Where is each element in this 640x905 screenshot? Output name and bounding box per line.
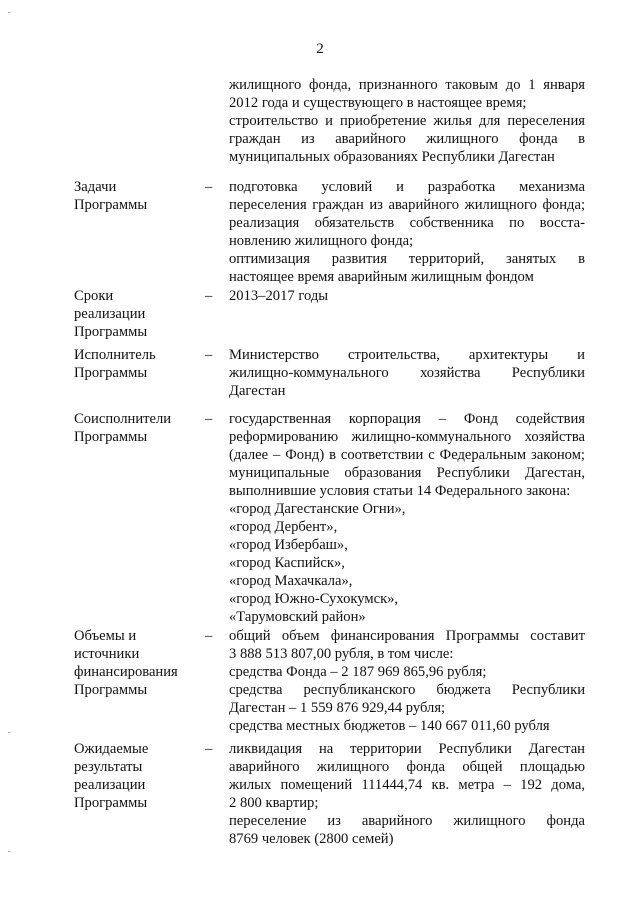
scan-speck [8, 732, 11, 733]
row-label: Соисполнители Программы [74, 411, 172, 445]
row-label: Задачи Программы [74, 179, 148, 213]
text-line: «Тарумовский район» [229, 609, 366, 625]
row-label: Исполнитель Программы [74, 347, 156, 381]
row-label: Ожидаемые результаты реализации Программы [74, 741, 149, 811]
text-line: 2 800 квартир; [229, 795, 319, 811]
row-description [229, 178, 585, 286]
scan-speck [8, 851, 11, 852]
text-line: «город Махачкала», [229, 573, 353, 589]
text-line: реализация обязательств собственника по восста- [229, 215, 585, 231]
text-line: настоящее время аварийным жилищным фондом [229, 269, 534, 285]
row-dash: – [205, 741, 213, 757]
text-line: переселение из аварийного жилищного фонда [229, 813, 585, 829]
text-line: 3 888 513 807,00 рубля, в том числе: [229, 646, 454, 662]
text-line: ликвидация на территории Республики Дагестан [229, 741, 585, 757]
text-line: граждан из аварийного жилищного фонда в [229, 131, 585, 147]
text-line: общий объем финансирования Программы составит [229, 628, 585, 644]
row-label: Сроки реализации Программы [74, 288, 148, 340]
text-line: жилых помещений 111444,74 кв. метра – 192 дома, [229, 777, 585, 793]
text-line: Министерство строительства, архитектуры и [229, 347, 585, 363]
row-description [229, 287, 585, 305]
row-label: Объемы и источники финансирования Программы [74, 628, 178, 698]
row-description [229, 410, 585, 626]
text-line: переселения граждан из аварийного жилищного фонда; [229, 197, 585, 213]
row-dash: – [205, 347, 213, 363]
row-description [229, 740, 585, 848]
text-line: выполнившие условия статьи 14 Федерального закона: [229, 483, 571, 499]
text-line: строительство и приобретение жилья для переселения [229, 113, 585, 129]
text-line: «город Дербент», [229, 519, 338, 535]
text-line: «город Избербаш», [229, 537, 348, 553]
text-line: новлению жилищного фонда; [229, 233, 414, 249]
continuation-text [229, 76, 585, 166]
text-line: 2012 года и существующего в настоящее время; [229, 95, 527, 111]
text-line: средства Фонда – 2 187 969 865,96 рубля; [229, 664, 487, 680]
text-line: Дагестан – 1 559 876 929,44 рубля; [229, 700, 446, 716]
text-line: «город Южно-Сухокумск», [229, 591, 399, 607]
row-dash: – [205, 628, 213, 644]
text-line: «город Дагестанские Огни», [229, 501, 406, 517]
scan-speck [8, 12, 11, 13]
text-line: муниципальные образования Республики Дагестан, [229, 465, 585, 481]
text-line: 2013–2017 годы [229, 288, 329, 304]
row-description [229, 346, 585, 400]
text-line: муниципальных образованиях Республики Дагестан [229, 149, 555, 165]
text-line: (далее – Фонд) в соответствии с Федеральным законом; [229, 447, 585, 463]
text-line: средства республиканского бюджета Республики [229, 682, 585, 698]
text-line: оптимизация развития территорий, занятых в [229, 251, 585, 267]
row-dash: – [205, 288, 213, 304]
text-line: средства местных бюджетов – 140 667 011,60 рубля [229, 718, 550, 734]
text-line: Дагестан [229, 383, 286, 399]
row-dash: – [205, 411, 213, 427]
row-dash: – [205, 179, 213, 195]
page-number: 2 [316, 41, 324, 57]
row-description [229, 627, 585, 735]
text-line: подготовка условий и разработка механизма [229, 179, 585, 195]
text-line: 8769 человек (2800 семей) [229, 831, 394, 847]
text-line: жилищно-коммунального хозяйства Республики [229, 365, 585, 381]
text-line: жилищного фонда, признанного таковым до 1 января [229, 77, 585, 93]
text-line: «город Каспийск», [229, 555, 345, 571]
text-line: государственная корпорация – Фонд содействия [229, 411, 585, 427]
text-line: аварийного жилищного фонда общей площадью [229, 759, 585, 775]
text-line: реформированию жилищно-коммунального хозяйства [229, 429, 585, 445]
